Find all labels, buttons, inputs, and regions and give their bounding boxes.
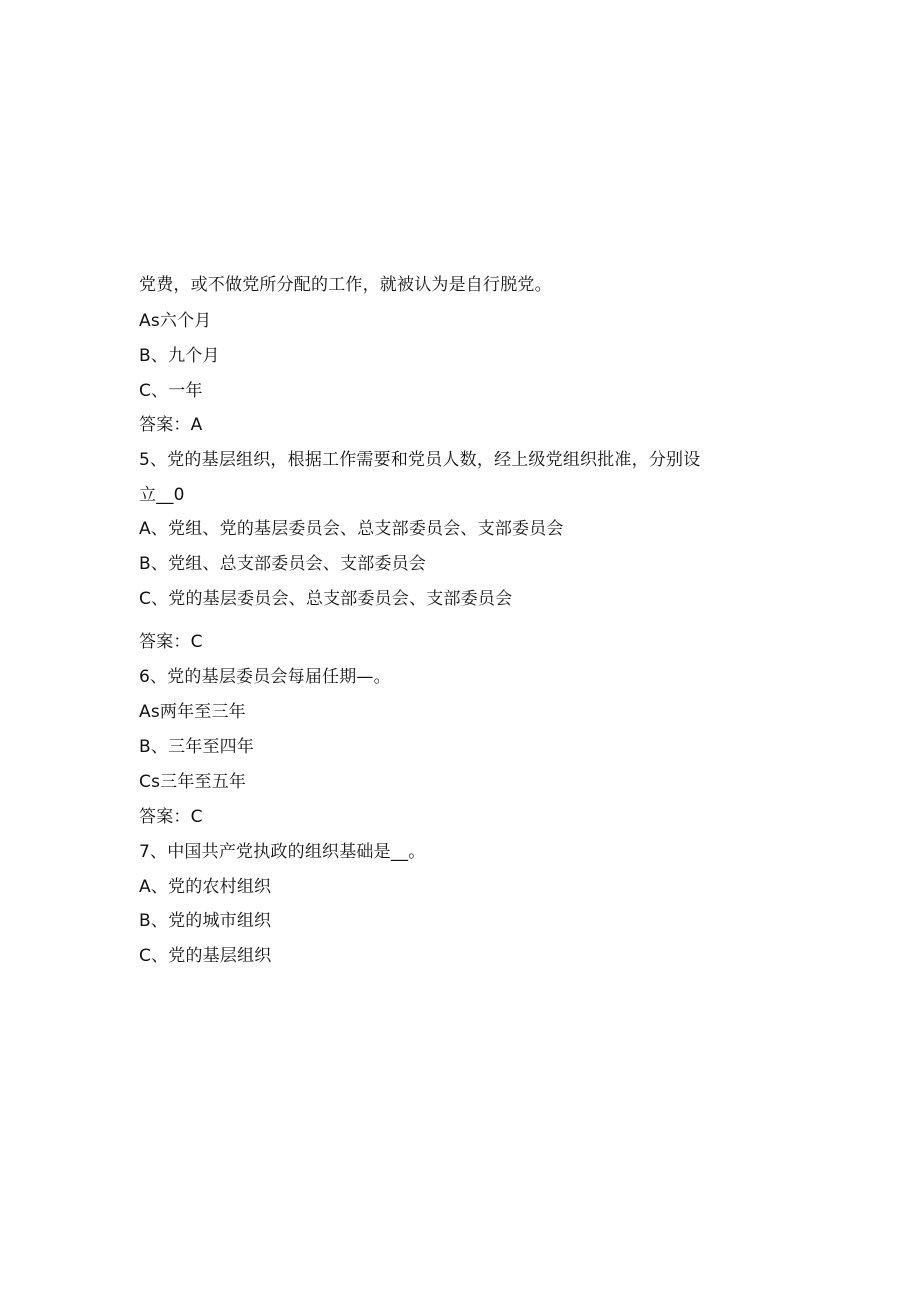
- question-4-option-c: C、一年: [139, 381, 203, 401]
- question-6-answer: 答案：C: [139, 807, 203, 827]
- question-7-option-c: C、党的基层组织: [139, 946, 272, 966]
- question-7-option-b: B、党的城市组织: [139, 911, 272, 931]
- question-4-option-a: As六个月: [139, 311, 212, 331]
- question-5-option-a: A、党组、党的基层委员会、总支部委员会、支部委员会: [139, 519, 564, 539]
- question-5-text-line-2: 立__0: [139, 485, 185, 505]
- question-7-text: 7、中国共产党执政的组织基础是__。: [139, 842, 426, 862]
- question-4-option-b: B、九个月: [139, 346, 220, 366]
- question-5-answer: 答案：C: [139, 632, 203, 652]
- question-6-option-a: As两年至三年: [139, 702, 246, 722]
- question-6-text: 6、党的基层委员会每届任期—。: [139, 667, 391, 687]
- question-6-option-c: Cs三年至五年: [139, 772, 247, 792]
- question-5-option-b: B、党组、总支部委员会、支部委员会: [139, 554, 427, 574]
- question-5-text-line-1: 5、党的基层组织，根据工作需要和党员人数，经上级党组织批准，分别设: [139, 450, 701, 470]
- question-6-option-b: B、三年至四年: [139, 737, 255, 757]
- question-7-option-a: A、党的农村组织: [139, 877, 272, 897]
- question-4-continuation: 党费，或不做党所分配的工作，就被认为是自行脱党。: [139, 275, 552, 295]
- question-4-answer: 答案：A: [139, 415, 203, 435]
- question-5-option-c: C、党的基层委员会、总支部委员会、支部委员会: [139, 589, 513, 609]
